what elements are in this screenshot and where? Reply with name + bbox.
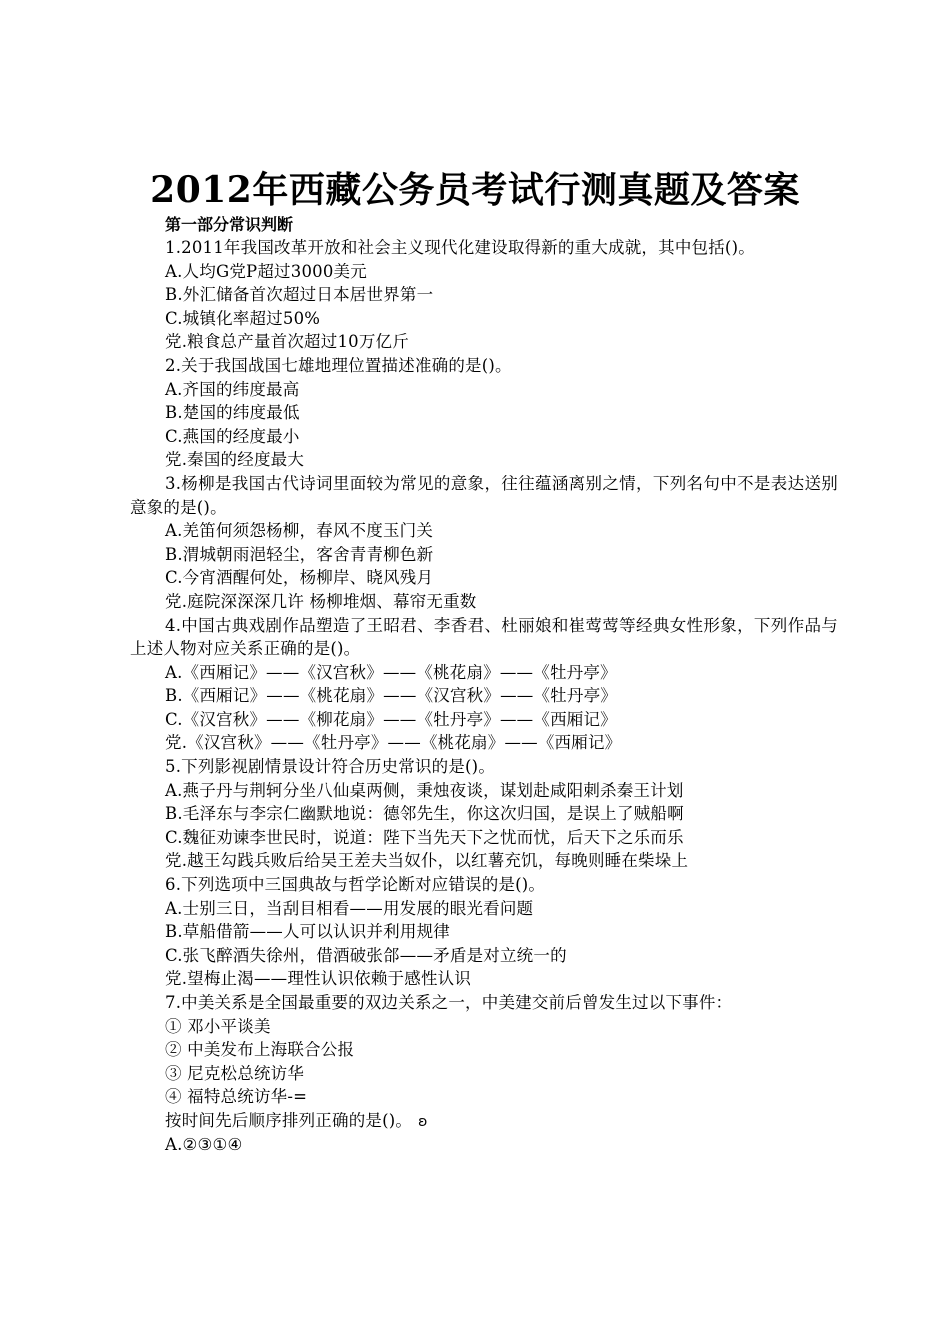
line-text: 党.望梅止渴——理性认识依赖于感性认识 [165, 969, 472, 989]
text-line [130, 590, 838, 614]
text-line [130, 849, 838, 873]
line-text: C.张飞醉酒失徐州，借酒破张郃——矛盾是对立统一的 [165, 945, 567, 965]
line-text: 1.2011年我国改革开放和社会主义现代化建设取得新的重大成就，其中包括()。 [165, 238, 755, 257]
text-line [130, 731, 838, 755]
line-text: 3.杨柳是我国古代诗词里面较为常见的意象，往往蕴涵离别之情，下列名句中不是表达送别意象的是()。 [130, 473, 838, 517]
text-line [130, 944, 838, 968]
text-line [130, 1133, 838, 1157]
text-line [130, 401, 838, 425]
line-text: 7.中美关系是全国最重要的双边关系之一，中美建交前后曾发生过以下事件： [165, 993, 733, 1012]
line-text: C.燕国的经度最小 [165, 426, 300, 446]
text-line [130, 614, 838, 661]
text-line [130, 755, 838, 779]
text-line [130, 684, 838, 708]
squiggle-mark: ʚ [418, 1113, 428, 1130]
line-text: C.城镇化率超过50% [165, 308, 321, 328]
text-line [130, 236, 838, 260]
text-line [130, 425, 838, 449]
line-text: 党.秦国的经度最大 [165, 450, 305, 470]
text-line [130, 472, 838, 519]
text-line [130, 307, 838, 331]
text-line [130, 1109, 838, 1133]
line-text: B.草船借箭——人可以认识并利用规律 [165, 922, 450, 942]
line-text: 4.中国古典戏剧作品塑造了王昭君、李香君、杜丽娘和崔莺莺等经典女性形象，下列作品与上述人物对应关系正确的是()。 [130, 615, 838, 659]
line-text: ④ 福特总统访华-= [165, 1087, 308, 1107]
text-line [130, 354, 838, 378]
text-line [130, 543, 838, 567]
text-line [130, 566, 838, 590]
text-line [130, 260, 838, 284]
text-line [130, 826, 838, 850]
line-text: 党.庭院深深深几许 杨柳堆烟、幕帘无重数 [165, 591, 477, 611]
line-text: C.今宵酒醒何处，杨柳岸、晓风残月 [165, 568, 434, 588]
text-line [130, 991, 838, 1015]
line-text: B.楚国的纬度最低 [165, 403, 300, 423]
line-text: 6.下列选项中三国典故与哲学论断对应错误的是()。 [165, 875, 546, 895]
line-text: A.齐国的纬度最高 [165, 379, 300, 399]
document-title: 2012年西藏公务员考试行测真题及答案 [150, 169, 800, 211]
text-line [130, 1062, 838, 1086]
line-text: B.毛泽东与李宗仁幽默地说：德邻先生，你这次归国，是误上了贼船啊 [165, 804, 684, 824]
line-text: 党.越王勾践兵败后给吴王差夫当奴仆，以红薯充饥，每晚则睡在柴垛上 [165, 851, 689, 871]
text-line [130, 897, 838, 921]
line-text: A.人均G党P超过3000美元 [165, 261, 367, 281]
text-line [130, 873, 838, 897]
line-text: A.②③①④ [165, 1134, 243, 1154]
line-text: 党.《汉宫秋》——《牡丹亭》——《桃花扇》——《西厢记》 [165, 733, 622, 753]
line-text: A.士别三日，当刮目相看——用发展的眼光看问题 [165, 898, 534, 918]
text-line [130, 661, 838, 685]
line-text: A.《西厢记》——《汉宫秋》——《桃花扇》——《牡丹亭》 [165, 662, 617, 682]
text-line [130, 448, 838, 472]
text-line [130, 330, 838, 354]
line-text: B.渭城朝雨浥轻尘，客舍青青柳色新 [165, 544, 434, 564]
line-text: 5.下列影视剧情景设计符合历史常识的是()。 [165, 757, 496, 777]
line-text: A.羌笛何须怨杨柳，春风不度玉门关 [165, 521, 434, 541]
text-line [130, 920, 838, 944]
line-text: B.外汇储备首次超过日本居世界第一 [165, 285, 434, 305]
line-text: ③ 尼克松总统访华 [165, 1063, 305, 1083]
text-line [130, 708, 838, 732]
section-heading: 第一部分常识判断 [165, 215, 294, 234]
text-line [130, 1015, 838, 1039]
text-line [130, 519, 838, 543]
document-body [130, 236, 838, 1156]
line-text: 2.关于我国战国七雄地理位置描述准确的是()。 [165, 355, 512, 375]
line-text: C.《汉宫秋》——《柳花扇》——《牡丹亭》——《西厢记》 [165, 709, 617, 729]
line-text: 党.粮食总产量首次超过10万亿斤 [165, 332, 409, 352]
text-line [130, 802, 838, 826]
text-line [130, 967, 838, 991]
text-line [130, 1085, 838, 1109]
text-line [130, 283, 838, 307]
text-line [130, 779, 838, 803]
text-line [130, 378, 838, 402]
line-text: 按时间先后顺序排列正确的是()。 [165, 1110, 413, 1130]
text-line [130, 1038, 838, 1062]
line-text: A.燕子丹与荆轲分坐八仙桌两侧，秉烛夜谈，谋划赴咸阳刺杀秦王计划 [165, 780, 684, 800]
line-text: ② 中美发布上海联合公报 [165, 1040, 355, 1060]
line-text: C.魏征劝谏李世民时，说道：陛下当先天下之忧而忧，后天下之乐而乐 [165, 827, 684, 847]
line-text: ① 邓小平谈美 [165, 1016, 271, 1036]
line-text: B.《西厢记》——《桃花扇》——《汉宫秋》——《牡丹亭》 [165, 686, 617, 706]
